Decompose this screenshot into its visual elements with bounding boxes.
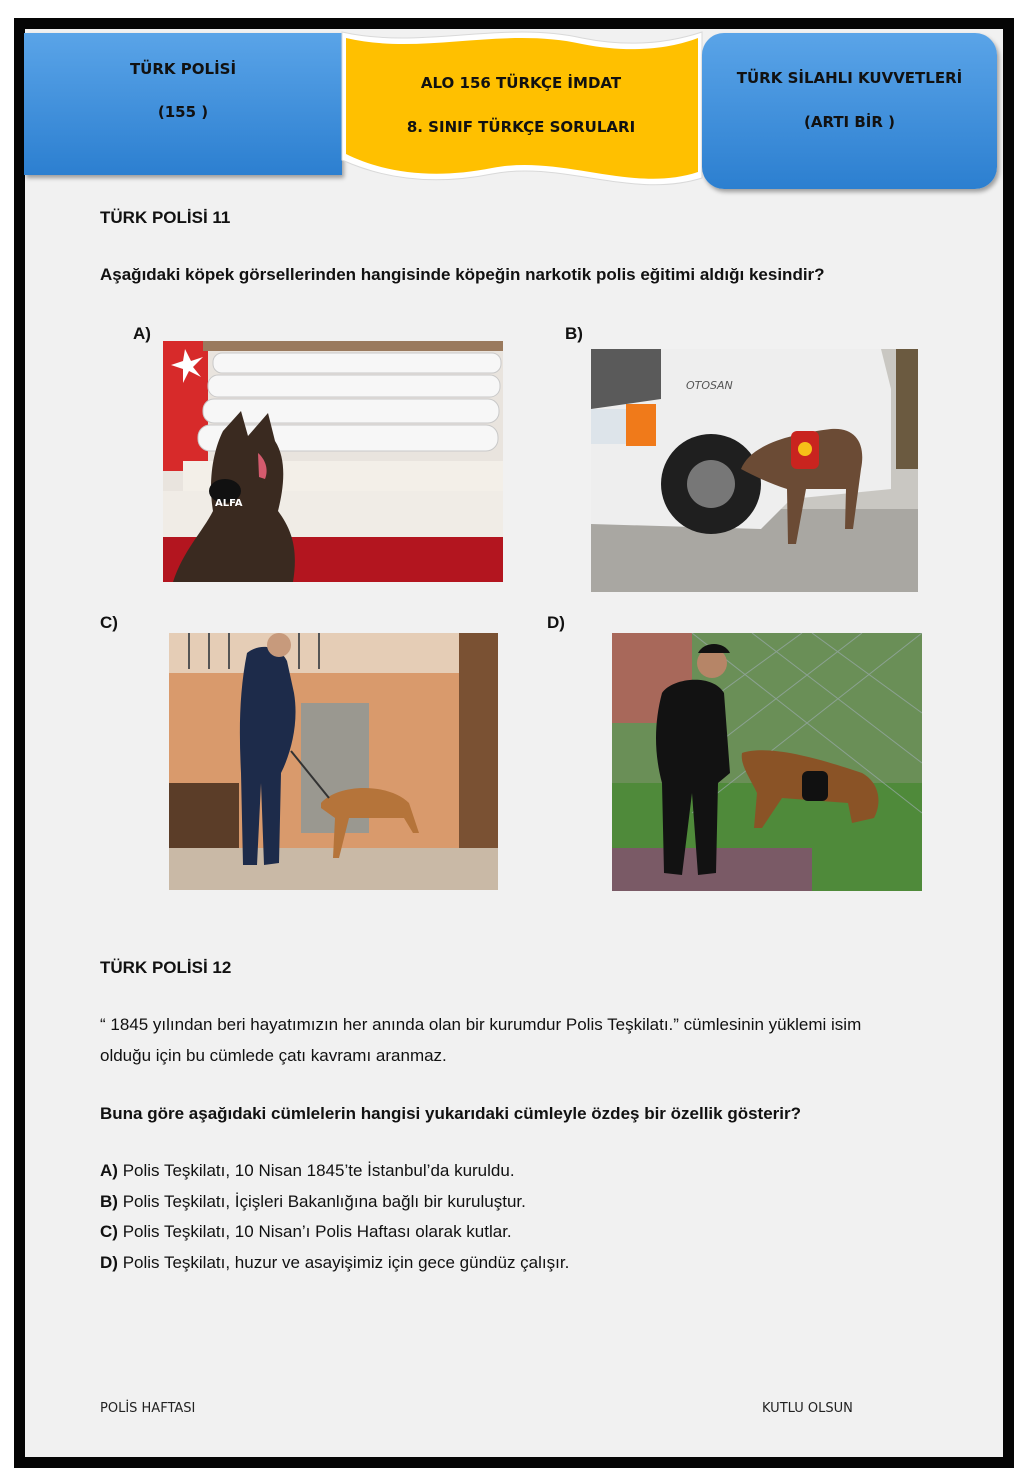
answer-a-label: A) xyxy=(100,1161,118,1180)
banner-left-code: (155 ) xyxy=(157,103,209,121)
option-b-photo xyxy=(591,349,918,592)
answer-d xyxy=(100,1253,569,1273)
answer-b-label: B) xyxy=(100,1192,118,1211)
option-a-photo xyxy=(163,341,503,582)
answer-c-text: Polis Teşkilatı, 10 Nisan’ı Polis Haftası olarak kutlar. xyxy=(122,1222,512,1241)
banner-right-title: TÜRK SİLAHLI KUVVETLERİ xyxy=(736,69,963,87)
answer-b-text: Polis Teşkilatı, İçişleri Bakanlığına bağlı bir kuruluştur. xyxy=(122,1192,526,1211)
question-12-paragraph-line1: “ 1845 yılından beri hayatımızın her anında olan bir kurumdur Polis Teşkilatı.” cümlesinin yüklemi isim xyxy=(100,1015,862,1034)
banner-center xyxy=(332,28,710,198)
banner-turk-polisi xyxy=(24,33,342,175)
banner-center-subtitle: 8. SINIF TÜRKÇE SORULARI xyxy=(406,118,636,136)
banner-right-code: (ARTI BİR ) xyxy=(803,113,896,131)
answer-d-text: Polis Teşkilatı, huzur ve asayişimiz için gece gündüz çalışır. xyxy=(122,1253,570,1272)
banner-left-title: TÜRK POLİSİ xyxy=(129,60,237,78)
answer-c-label: C) xyxy=(100,1222,118,1241)
option-b-vehicle-text: OTOSAN xyxy=(686,379,733,392)
banner-center-title: ALO 156 TÜRKÇE İMDAT xyxy=(420,74,622,92)
option-a-badge: ALFA xyxy=(215,498,243,509)
question-11-prompt: Aşağıdaki köpek görsellerinden hangisinde köpeğin narkotik polis eğitimi aldığı kesindir? xyxy=(100,265,825,284)
option-b-label: B) xyxy=(565,324,583,343)
option-c-photo xyxy=(169,633,498,890)
question-12-paragraph-line2: olduğu için bu cümlede çatı kavramı aranmaz. xyxy=(100,1046,447,1065)
banner-center-shape xyxy=(332,28,710,198)
question-12-heading: TÜRK POLİSİ 12 xyxy=(100,958,232,977)
answer-a xyxy=(100,1161,515,1181)
banner-tsk xyxy=(702,33,997,189)
option-a-label: A) xyxy=(133,324,151,343)
answer-c xyxy=(100,1222,512,1242)
answer-b xyxy=(100,1192,526,1212)
answer-a-text: Polis Teşkilatı, 10 Nisan 1845’te İstanbul’da kuruldu. xyxy=(122,1161,515,1180)
option-c-label: C) xyxy=(100,613,118,632)
question-11-heading: TÜRK POLİSİ 11 xyxy=(100,208,231,227)
footer-right: KUTLU OLSUN xyxy=(762,1401,853,1416)
question-12-prompt: Buna göre aşağıdaki cümlelerin hangisi yukarıdaki cümleyle özdeş bir özellik gösterir? xyxy=(100,1104,802,1123)
answer-d-label: D) xyxy=(100,1253,118,1272)
footer-left: POLİS HAFTASI xyxy=(100,1401,196,1416)
option-d-photo xyxy=(612,633,922,891)
option-d-label: D) xyxy=(547,613,565,632)
